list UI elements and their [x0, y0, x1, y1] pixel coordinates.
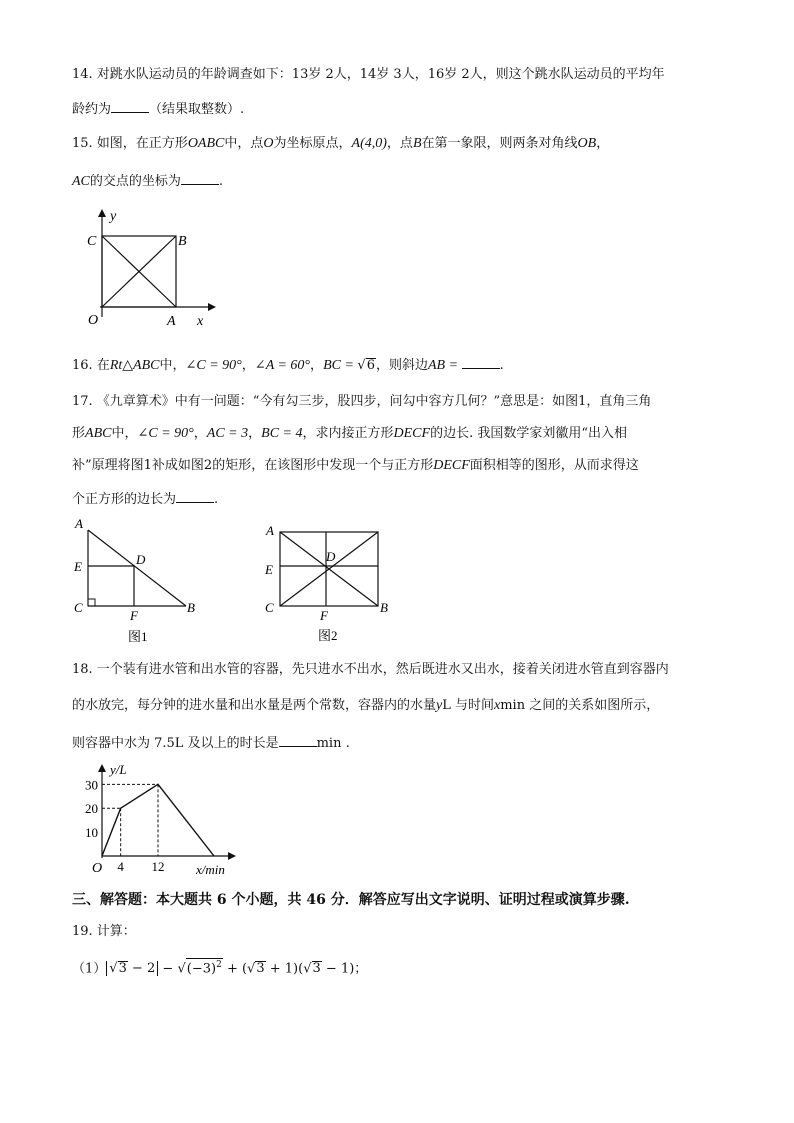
- q15-line2: AC的交点的坐标为 .: [72, 174, 224, 189]
- q15-line1: 15. 如图，在正方形OABC中，点O为坐标原点，A(4,0)，点B在第一象限，则两条对角线OB，: [72, 136, 610, 151]
- fig2-label-a: A: [266, 523, 274, 538]
- y-axis-arrow: [98, 764, 106, 772]
- q19-part1: （1） $√3 - 2 - √(-3)^2 + (√3 + 1)(√3 - 1)$；: [72, 960, 368, 977]
- fig-label-x: x: [197, 314, 204, 329]
- q14-line2: 龄约为 （结果取整数）.: [72, 102, 245, 117]
- water-volume-chart: [70, 760, 240, 880]
- answer-blank: [462, 356, 500, 369]
- q14-line1: 14. 对跳水队运动员的年龄调查如下：13岁 2人，14岁 3人，16岁 2人，则这个跳水队运动员的平均年: [72, 67, 665, 82]
- fig-label-a: A: [167, 314, 176, 329]
- answer-blank: [176, 490, 214, 503]
- answer-blank: [181, 172, 219, 185]
- fig-label-b: B: [178, 234, 187, 249]
- y-axis-label: y/L: [110, 762, 127, 777]
- x-axis-label: x/min: [196, 862, 225, 877]
- fig-label-o: O: [88, 313, 99, 328]
- fig2-label-b: B: [380, 600, 388, 615]
- fig2-label-f: F: [320, 608, 328, 623]
- fig1-label-c: C: [74, 600, 83, 615]
- q17-line4: 个正方形的边长为 .: [72, 492, 219, 507]
- answer-blank: [279, 734, 317, 747]
- y-tick-label: 10: [85, 825, 98, 841]
- fig-label-c: C: [87, 234, 97, 249]
- q18-line3: 则容器中水为 7.5L 及以上的时长是 min .: [72, 736, 350, 751]
- section-3-heading: 三、解答题：本大题共 6 个小题，共 46 分．解答应写出文字说明、证明过程或演算步骤.: [72, 892, 630, 908]
- square-oabc-figure: [82, 205, 217, 330]
- abs-value: √3 − 2: [106, 961, 158, 976]
- q17-line3: 补”原理将图1补成如图2的矩形，在该图形中发现一个与正方形DECF面积相等的图形，从而求得这: [72, 458, 639, 473]
- fig2-label-c: C: [265, 600, 274, 615]
- q18-line1: 18. 一个装有进水管和出水管的容器，先只进水不出水，然后既进水又出水，接着关闭进水管直到容器内: [72, 662, 669, 677]
- fig2-label-e: E: [265, 562, 273, 577]
- fig1-label-d: D: [136, 552, 146, 567]
- answer-blank: [111, 100, 149, 113]
- fig1-label-b: B: [187, 600, 195, 615]
- x-tick-label: 12: [151, 859, 165, 874]
- figure-1: [70, 512, 210, 647]
- q16-line: 16. 在Rt△ABC中，∠C = 90°，∠A = 60°，BC = √6，则斜边AB = .: [72, 358, 504, 373]
- origin-label: O: [92, 861, 103, 876]
- figure-2: [262, 518, 402, 648]
- fig2-caption: 图2: [318, 628, 338, 643]
- fig2-label-d: D: [326, 549, 336, 564]
- q17-line2: 形ABC中，∠C = 90°，AC = 3，BC = 4，求内接正方形DECF的边长. 我国数学家刘徽用“出入相: [72, 426, 627, 441]
- fig1-label-a: A: [75, 516, 83, 531]
- q18-line2: 的水放完，每分钟的进水量和出水量是两个常数，容器内的水量yL 与时间xmin 之间的关系如图所示，: [72, 698, 660, 713]
- fig1-label-e: E: [74, 559, 82, 574]
- x-tick-label: 4: [117, 859, 124, 874]
- x-axis-arrow: [228, 852, 236, 860]
- y-tick-label: 30: [85, 777, 98, 793]
- fig-label-y: y: [110, 209, 117, 224]
- q19-title: 19. 计算：: [72, 924, 136, 939]
- y-tick-label: 20: [85, 801, 98, 817]
- fig1-label-f: F: [130, 608, 138, 623]
- q17-line1: 17. 《九章算术》中有一问题：“今有勾三步，股四步，问勾中容方几何？”意思是：如图1，直角三角: [72, 394, 652, 409]
- fig1-caption: 图1: [128, 629, 148, 644]
